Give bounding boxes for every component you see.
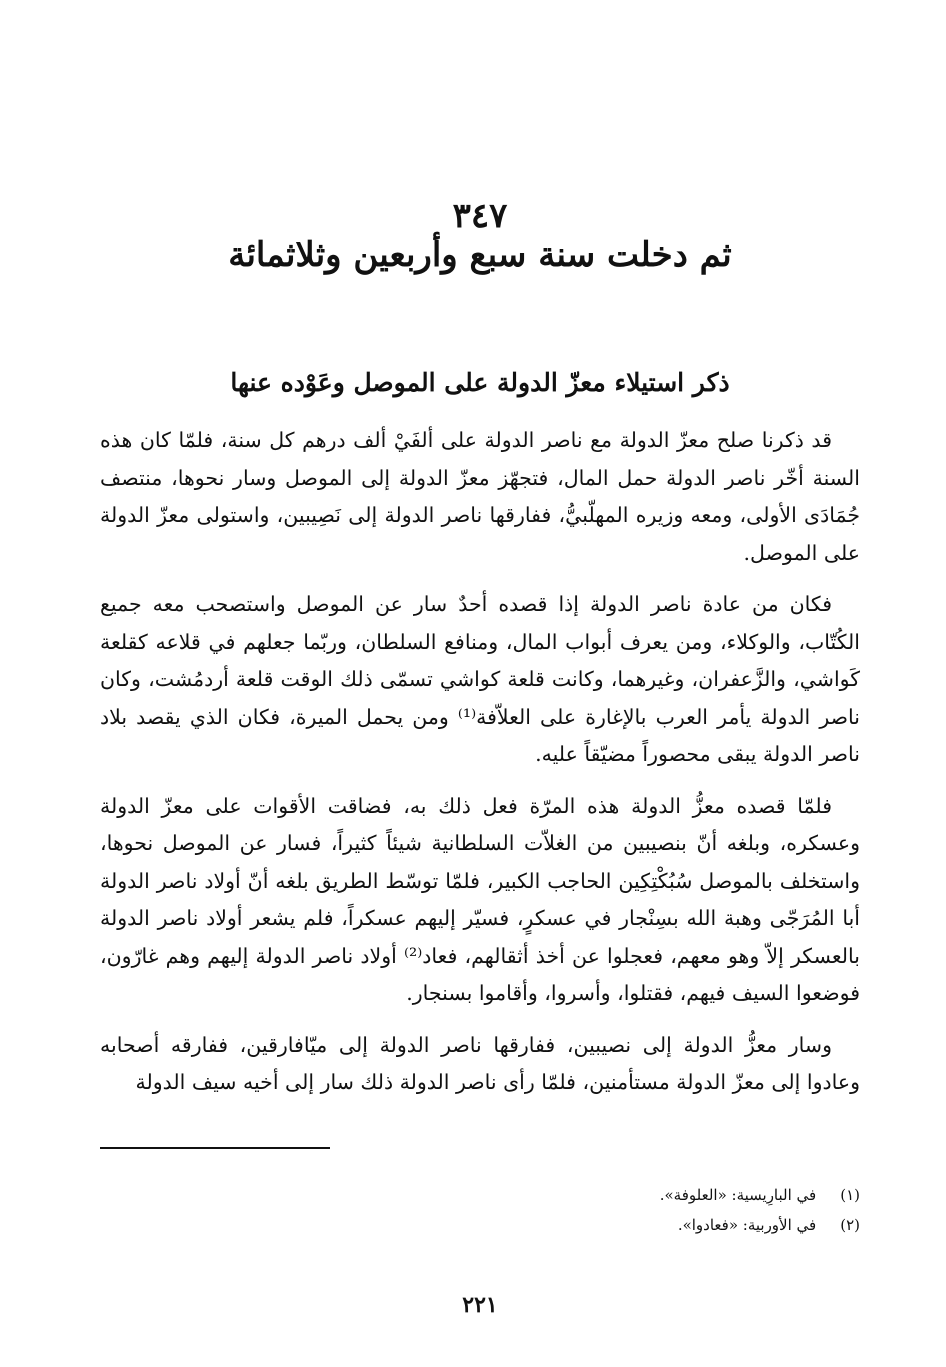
page-number: ٢٢١	[462, 1292, 498, 1318]
paragraph: وسار معزُّ الدولة إلى نصيبين، ففارقها ناصر الدولة إلى ميّافارقين، ففارقه أصحابه وعادوا إلى معزّ الدولة مستأمنين، فلمّا رأى ناصر الدولة ذلك سار إلى أخيه سيف الدولة	[100, 1032, 860, 1094]
document-page	[100, 0, 860, 1367]
footnote-marker: (١)	[840, 1186, 860, 1204]
year-number: ٣٤٧	[452, 196, 508, 236]
footnote-divider	[100, 1147, 330, 1149]
paragraph: فكان من عادة ناصر الدولة إذا قصده أحدٌ سار عن الموصل واستصحب معه جميع الكُتّاب، والوكلاء، ومن يعرف أبواب المال، ومنافع السلطان، وربّما جعلهم في قلاعه كقلعة كَواشي، والزَّعفران، وغيرهما، وكانت قلعة كواشي تسمّى ذلك الوقت قلعة أردمُشت، وكان ناصر الدولة يأمر العرب بالإغارة على العلاّفة⁽¹⁾ ومن يحمل الميرة، فكان الذي يقصد بلاد ناصر الدولة يبقى محصوراً مضيّقاً عليه.	[100, 592, 860, 766]
footnote	[100, 1210, 860, 1240]
footnotes	[100, 1180, 860, 1240]
footnote-marker: (٢)	[840, 1216, 860, 1234]
section-heading: ذكر استيلاء معزّ الدولة على الموصل وعَوْده عنها	[230, 368, 730, 397]
footnote-text: في البارِيسية: «العلوفة».	[659, 1186, 817, 1204]
paragraph: قد ذكرنا صلح معزّ الدولة مع ناصر الدولة على ألفَيْ ألف درهم كل سنة، فلمّا كان هذه السنة أخّر ناصر الدولة حمل المال، فتجهّز معزّ الدولة إلى الموصل وسار نحوها، منتصف جُمَادَى الأولى، ومعه وزيره المهلّبيُّ، ففارقها ناصر الدولة إلى نَصِيبين، واستولى معزّ الدولة على الموصل.	[100, 428, 860, 565]
footnote-text: في الأوربية: «فعادوا».	[677, 1216, 817, 1234]
chapter-title: ثم دخلت سنة سبع وأربعين وثلاثمائة	[228, 235, 732, 275]
footnote	[100, 1180, 860, 1210]
body-text	[100, 422, 860, 1116]
paragraph: فلمّا قصده معزُّ الدولة هذه المرّة فعل ذلك به، فضاقت الأقوات على معزّ الدولة وعسكره، وبلغه أنّ بنصيبين من الغلاّت السلطانية شيئاً كثيراً، فسار عن الموصل نحوها، واستخلف بالموصل سُبُكْتِكِين الحاجب الكبير، فلمّا توسّط الطريق بلغه أنّ أولاد ناصر الدولة أبا المُرَجّى وهبة الله بسِنْجار في عسكرٍ، فسيّر إليهم عسكراً، فلم يشعر أولاد ناصر الدولة بالعسكر إلاّ وهو معهم، فعجلوا عن أخذ أثقالهم، فعاد⁽²⁾ أولاد ناصر الدولة إليهم وهم غارّون، فوضعوا السيف فيهم، فقتلوا، وأسروا، وأقاموا بسنجار.	[100, 793, 860, 1005]
